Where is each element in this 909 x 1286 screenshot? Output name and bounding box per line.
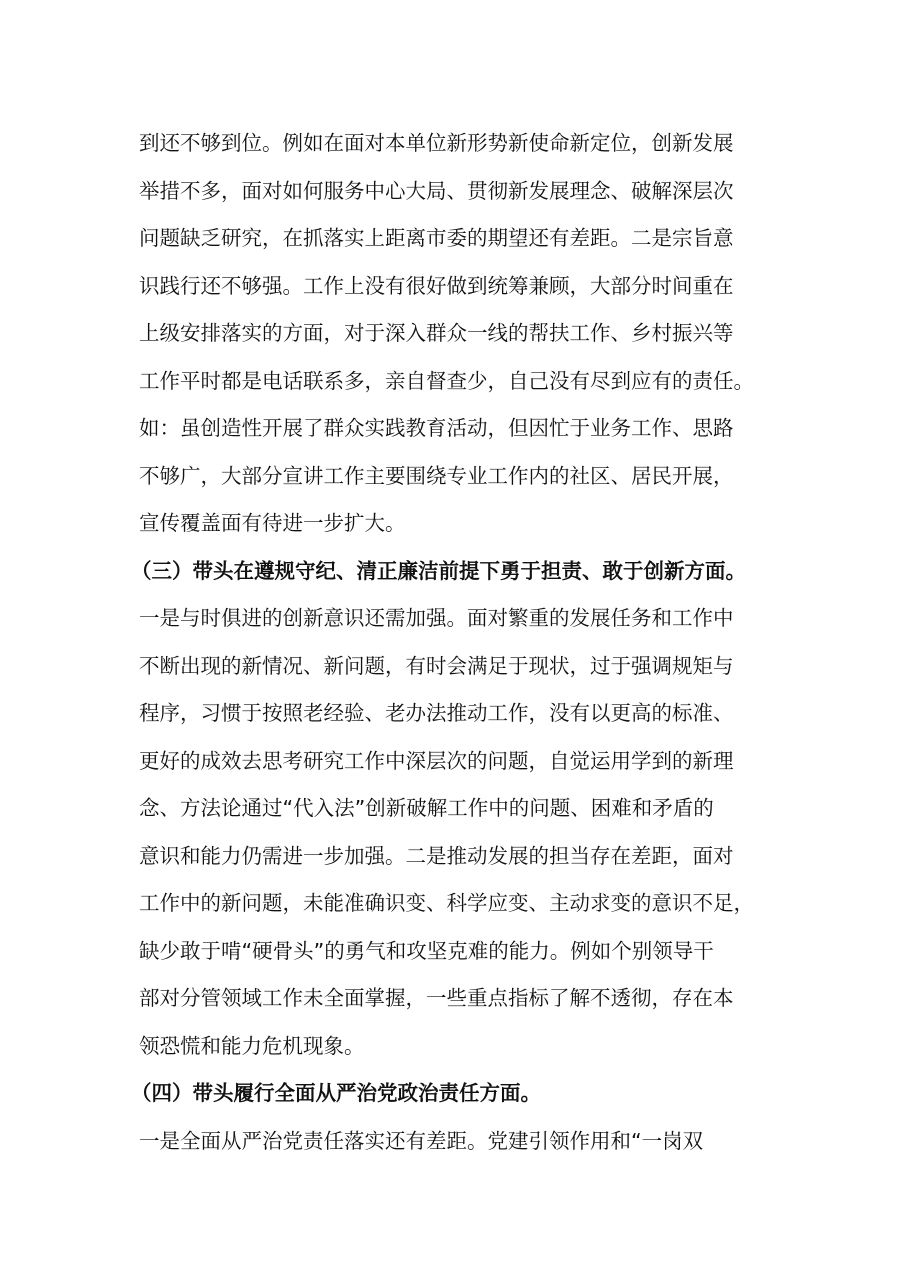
body-paragraph [139, 120, 789, 548]
text-line: 工作中的新问题，未能准确识变、科学应变、主动求变的意识不足， [139, 891, 754, 915]
text-line: 举措不多，面对如何服务中心大局、贯彻新发展理念、破解深层次 [139, 178, 734, 203]
text-line: 如：虽创造性开展了群众实践教育活动，但因忙于业务工作、思路 [139, 416, 734, 440]
text-line: 念、方法论通过“代入法”创新破解工作中的问题、困难和矛盾的 [139, 796, 714, 820]
text-line: 意识和能力仍需进一步加强。二是推动发展的担当存在差距，面对 [139, 843, 734, 868]
section-heading-4: （四）带头履行全面从严治党政治责任方面。 [131, 1081, 541, 1105]
text-line: 上级安排落实的方面，对于深入群众一线的帮扶工作、乡村振兴等 [139, 321, 734, 345]
text-line: 更好的成效去思考研究工作中深层次的问题，自觉运用学到的新理 [139, 748, 734, 773]
text-line: 一是与时俱进的创新意识还需加强。面对繁重的发展任务和工作中 [139, 606, 734, 630]
text-line: 不够广，大部分宣讲工作主要围绕专业工作内的社区、居民开展， [139, 463, 734, 488]
text-line: 宣传覆盖面有待进一步扩大。 [139, 511, 406, 535]
text-line: 一是全面从严治党责任落实还有差距。党建引领作用和“一岗双 [139, 1128, 704, 1153]
text-line: 到还不够到位。例如在面对本单位新形势新使命新定位，创新发展 [139, 131, 734, 155]
text-line: 识践行还不够强。工作上没有很好做到统筹兼顾，大部分时间重在 [139, 273, 734, 298]
section-heading-3: （三）带头在遵规守纪、清正廉洁前提下勇于担责、敢于创新方面。 [131, 558, 746, 583]
text-line: 缺少敢于啃“硬骨头”的勇气和攻坚克难的能力。例如个别领导干 [139, 938, 714, 963]
text-line: 部对分管领域工作未全面掌握，一些重点指标了解不透彻，存在本 [139, 986, 734, 1010]
text-line: 领恐慌和能力危机现象。 [139, 1033, 365, 1058]
text-line: 不断出现的新情况、新问题，有时会满足于现状，过于强调规矩与 [139, 653, 734, 678]
body-paragraph [139, 595, 789, 1070]
text-line: 程序，习惯于按照老经验、老办法推动工作，没有以更高的标准、 [139, 701, 734, 725]
document-body [131, 120, 789, 1165]
body-paragraph [139, 1118, 789, 1166]
text-line: 问题缺乏研究，在抓落实上距离市委的期望还有差距。二是宗旨意 [139, 226, 734, 250]
text-line: 工作平时都是电话联系多，亲自督查少，自己没有尽到应有的责任。 [139, 368, 754, 393]
